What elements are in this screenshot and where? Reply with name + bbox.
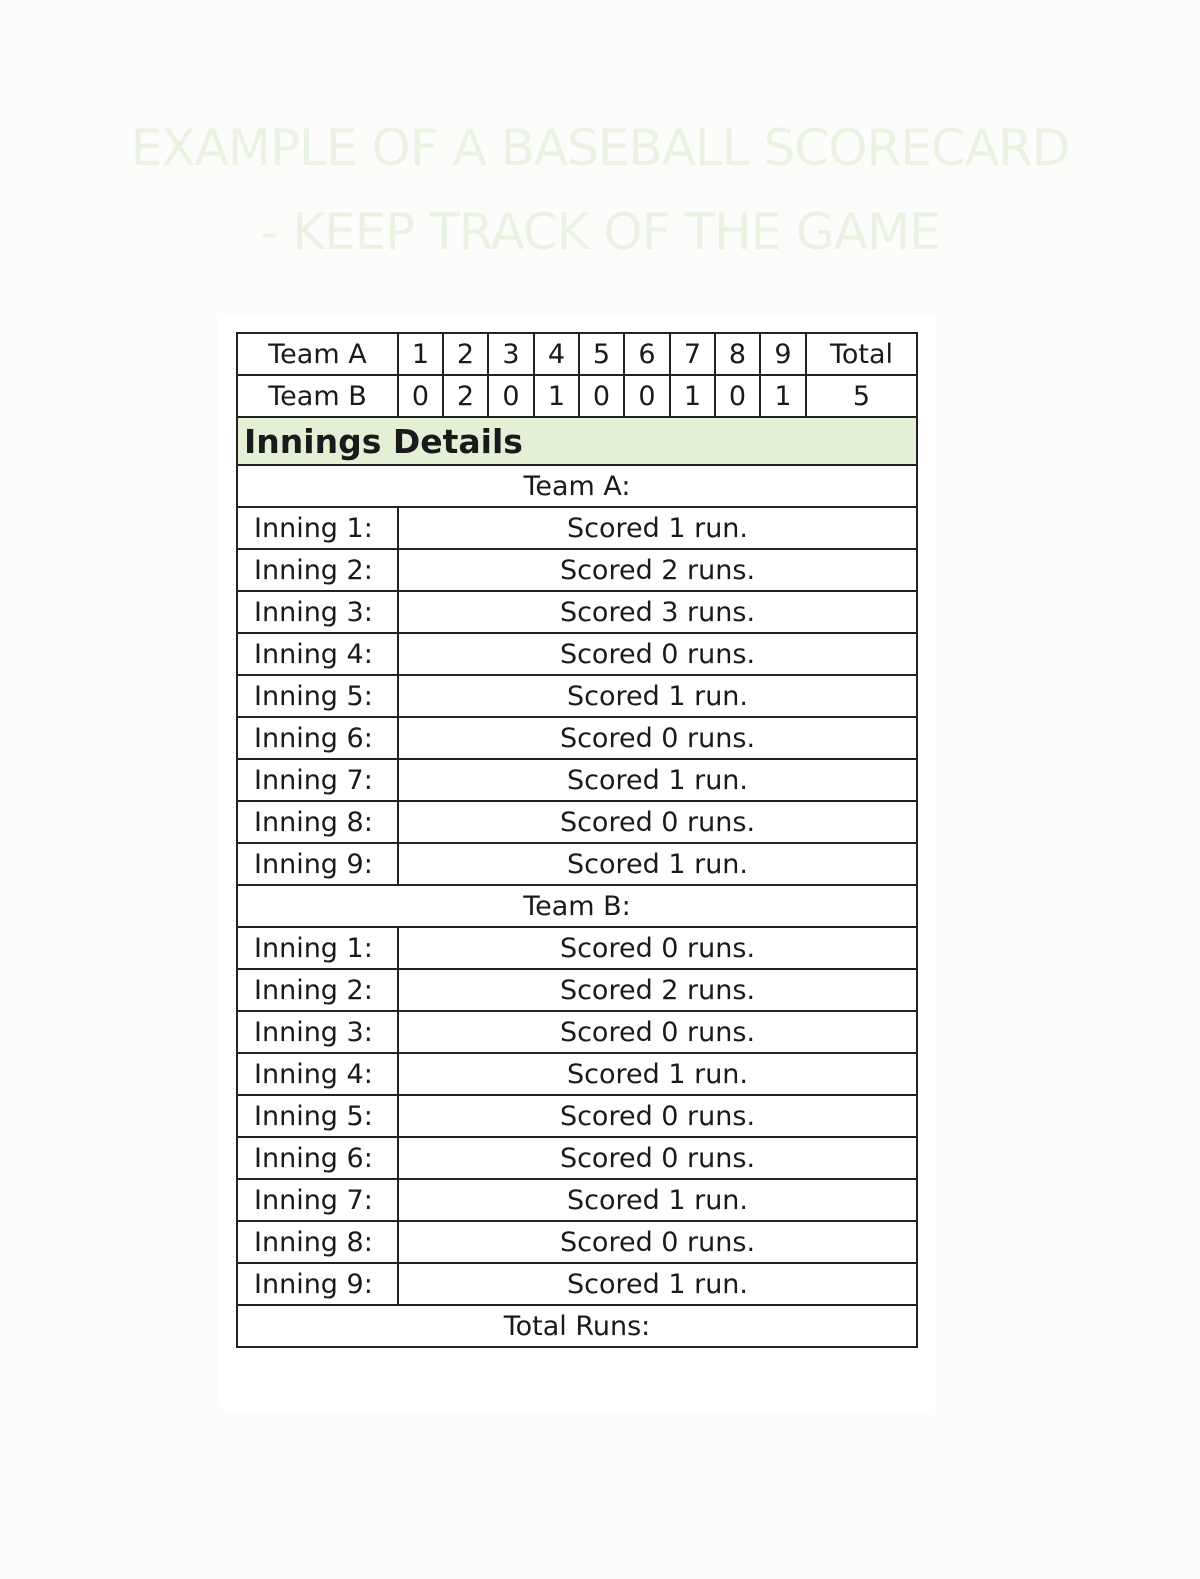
scorecard-table [236,332,918,1348]
inning-result: Scored 1 run. [398,1263,917,1305]
inning-result: Scored 0 runs. [398,717,917,759]
inning-label: Inning 6: [237,717,398,759]
inning-result: Scored 0 runs. [398,1137,917,1179]
inning-score: 0 [624,375,670,417]
inning-label: Inning 1: [237,507,398,549]
inning-number: 5 [579,333,624,375]
inning-label: Inning 8: [237,801,398,843]
inning-result: Scored 0 runs. [398,1095,917,1137]
inning-row [237,1053,917,1095]
team-a-innings [237,507,917,885]
inning-row [237,927,917,969]
inning-score: 1 [534,375,579,417]
inning-number: 3 [488,333,534,375]
inning-label: Inning 3: [237,1011,398,1053]
innings-details-heading: Innings Details [237,417,917,465]
inning-row [237,549,917,591]
inning-number: 1 [398,333,443,375]
page-title-line-2: - KEEP TRACK OF THE GAME [260,203,940,261]
total-runs-label: Total Runs: [237,1305,917,1347]
team-b-innings [237,927,917,1305]
inning-result: Scored 0 runs. [398,1011,917,1053]
inning-row [237,759,917,801]
inning-label: Inning 3: [237,591,398,633]
inning-label: Inning 2: [237,549,398,591]
total-runs-row [237,1305,917,1347]
inning-result: Scored 3 runs. [398,591,917,633]
scoreboard-team-a-label: Team A [237,333,398,375]
inning-number: 7 [670,333,715,375]
team-b-section-label: Team B: [237,885,917,927]
total-header: Total [806,333,917,375]
inning-label: Inning 1: [237,927,398,969]
inning-score: 1 [760,375,806,417]
inning-label: Inning 7: [237,1179,398,1221]
inning-result: Scored 2 runs. [398,549,917,591]
inning-row [237,1179,917,1221]
inning-label: Inning 6: [237,1137,398,1179]
inning-result: Scored 1 run. [398,507,917,549]
inning-result: Scored 0 runs. [398,801,917,843]
scoreboard-header-row [237,333,917,375]
inning-row [237,1221,917,1263]
inning-score: 0 [398,375,443,417]
inning-row [237,801,917,843]
inning-row [237,1263,917,1305]
page-title-line-1: EXAMPLE OF A BASEBALL SCORECARD [130,119,1070,177]
inning-result: Scored 1 run. [398,1053,917,1095]
inning-number: 8 [715,333,760,375]
inning-result: Scored 0 runs. [398,927,917,969]
inning-label: Inning 5: [237,675,398,717]
inning-score: 2 [443,375,488,417]
scoreboard-team-b-row [237,375,917,417]
inning-result: Scored 1 run. [398,1179,917,1221]
inning-score: 0 [579,375,624,417]
inning-label: Inning 4: [237,633,398,675]
inning-result: Scored 1 run. [398,759,917,801]
inning-result: Scored 1 run. [398,675,917,717]
inning-row [237,843,917,885]
page-title [0,106,1200,274]
inning-row [237,591,917,633]
inning-row [237,507,917,549]
inning-label: Inning 9: [237,1263,398,1305]
inning-score: 1 [670,375,715,417]
inning-score: 0 [488,375,534,417]
inning-result: Scored 0 runs. [398,1221,917,1263]
inning-result: Scored 1 run. [398,843,917,885]
inning-row [237,969,917,1011]
inning-row [237,1137,917,1179]
inning-row [237,675,917,717]
scoreboard-team-b-label: Team B [237,375,398,417]
inning-label: Inning 9: [237,843,398,885]
inning-row [237,633,917,675]
innings-details-heading-row [237,417,917,465]
inning-number: 2 [443,333,488,375]
team-a-section-row [237,465,917,507]
inning-number: 9 [760,333,806,375]
inning-score: 0 [715,375,760,417]
inning-row [237,1095,917,1137]
inning-number: 4 [534,333,579,375]
inning-label: Inning 7: [237,759,398,801]
team-a-section-label: Team A: [237,465,917,507]
inning-number: 6 [624,333,670,375]
inning-label: Inning 4: [237,1053,398,1095]
team-b-total: 5 [806,375,917,417]
inning-row [237,717,917,759]
inning-label: Inning 2: [237,969,398,1011]
inning-result: Scored 0 runs. [398,633,917,675]
team-b-section-row [237,885,917,927]
inning-label: Inning 5: [237,1095,398,1137]
inning-row [237,1011,917,1053]
inning-result: Scored 2 runs. [398,969,917,1011]
inning-label: Inning 8: [237,1221,398,1263]
